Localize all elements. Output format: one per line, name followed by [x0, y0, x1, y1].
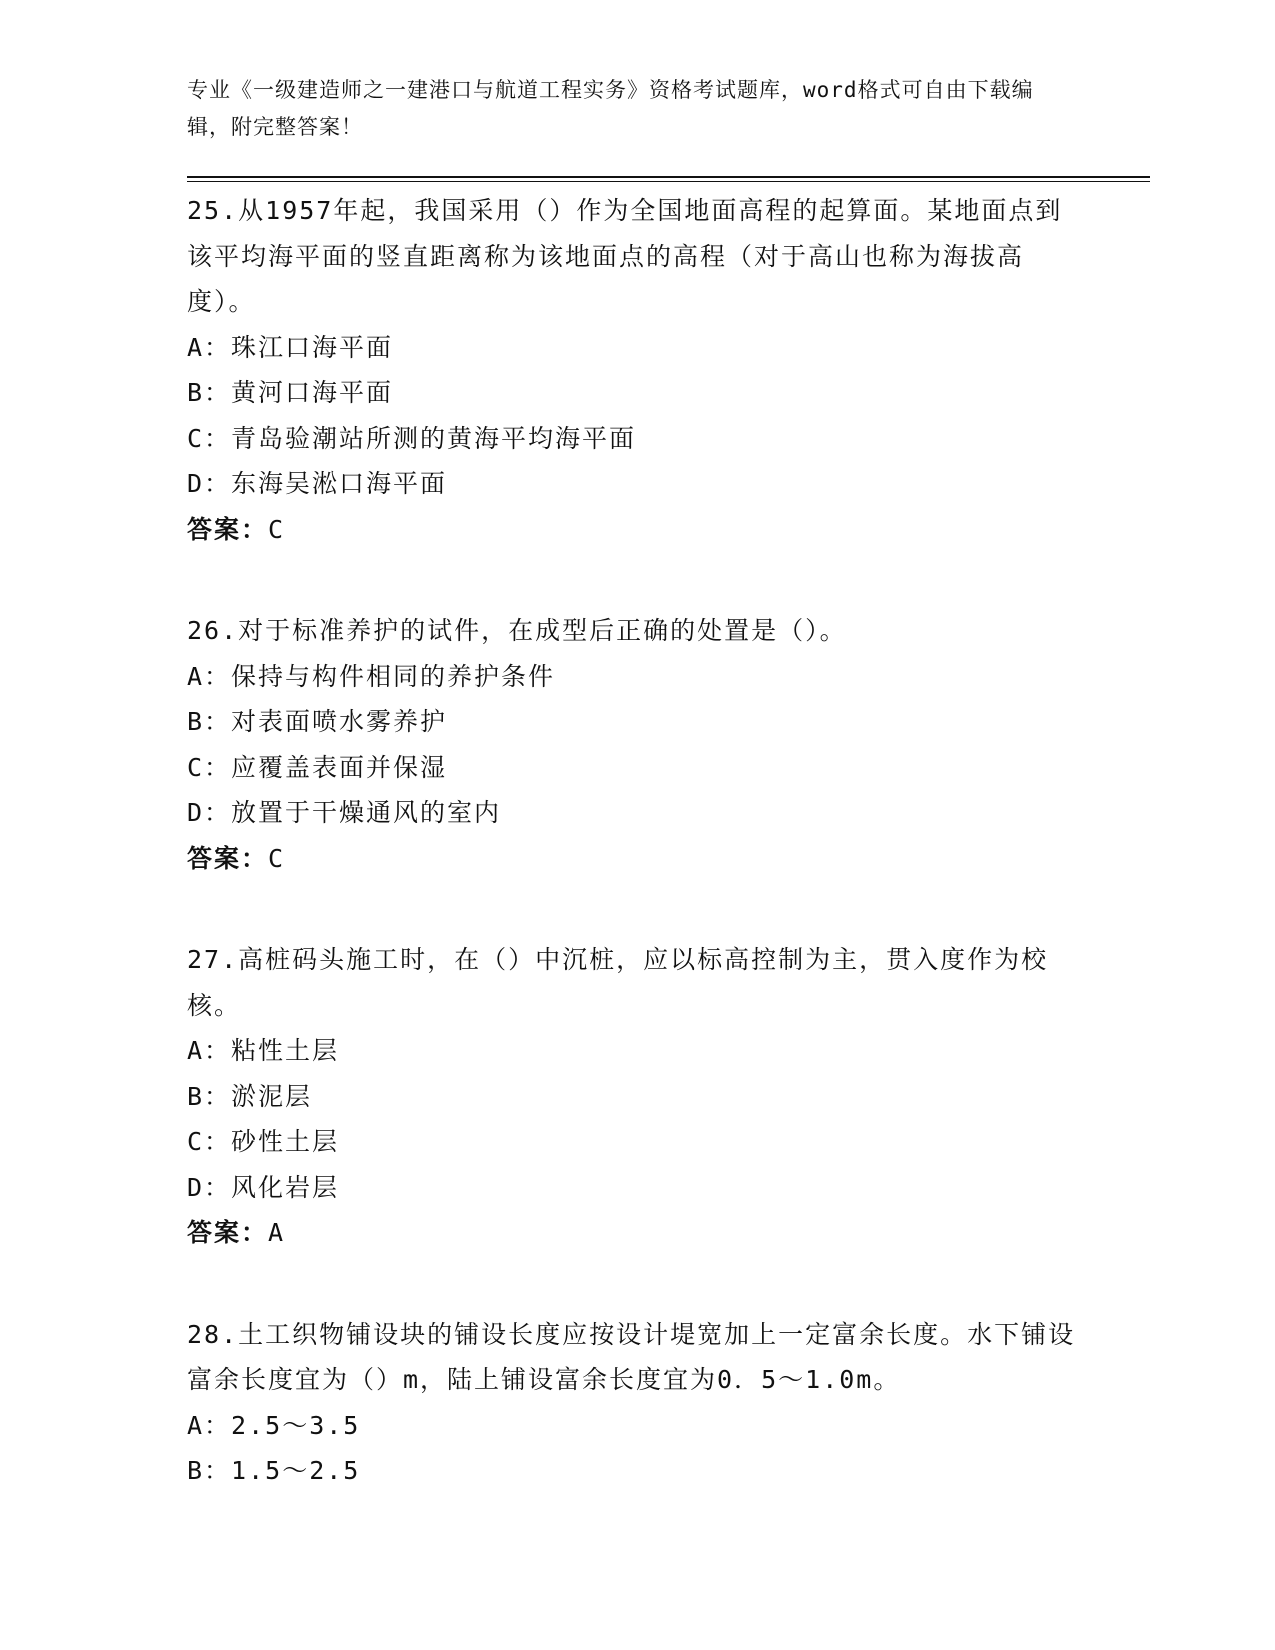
option-b: B：对表面喷水雾养护: [187, 707, 448, 736]
question-27: [187, 937, 1087, 1256]
answer-value: C: [268, 843, 286, 873]
question-25: [187, 188, 1087, 552]
header-divider-thin: [187, 181, 1150, 182]
question-list: [187, 188, 1087, 1550]
question-text: 27.高桩码头施工时，在（）中沉桩，应以标高控制为主，贯入度作为校核。: [187, 945, 1049, 1020]
answer-label: 答案：: [187, 514, 269, 544]
option-c: C：青岛验潮站所测的黄海平均海平面: [187, 423, 637, 453]
option-b: B：黄河口海平面: [187, 378, 394, 407]
question-28: [187, 1312, 1087, 1494]
answer-line: [187, 1210, 1087, 1256]
option-b: B：淤泥层: [187, 1081, 313, 1111]
answer-value: C: [268, 514, 286, 544]
option-c: C：应覆盖表面并保湿: [187, 752, 448, 782]
option-b: B：1.5～2.5: [187, 1456, 361, 1485]
option-a: A：2.5～3.5: [187, 1410, 361, 1440]
option-a: A：保持与构件相同的养护条件: [187, 661, 556, 691]
answer-value: A: [268, 1218, 286, 1247]
option-d: D：放置于干燥通风的室内: [187, 798, 502, 827]
header-divider-thick: [187, 176, 1150, 178]
question-text: 25.从1957年起，我国采用（）作为全国地面高程的起算面。某地面点到该平均海平面的竖直距离称为该地面点的高程（对于高山也称为海拔高度）。: [187, 196, 1063, 316]
answer-label: 答案：: [187, 843, 269, 873]
option-c: C：砂性土层: [187, 1127, 340, 1156]
question-26: [187, 608, 1087, 881]
question-text: 26.对于标准养护的试件，在成型后正确的处置是（）。: [187, 616, 847, 645]
answer-line: [187, 507, 1087, 553]
option-a: A：珠江口海平面: [187, 332, 394, 362]
option-d: D：东海吴淞口海平面: [187, 469, 448, 498]
document-header: 专业《一级建造师之一建港口与航道工程实务》资格考试题库，word格式可自由下载编辑，附完整答案！: [187, 78, 1034, 139]
option-d: D：风化岩层: [187, 1172, 340, 1202]
answer-label: 答案：: [187, 1218, 269, 1247]
option-a: A：粘性土层: [187, 1036, 340, 1065]
answer-line: [187, 836, 1087, 882]
question-text: 28.土工织物铺设块的铺设长度应按设计堤宽加上一定富余长度。水下铺设富余长度宜为（）m，陆上铺设富余长度宜为0．5～1.0m。: [187, 1319, 1076, 1394]
